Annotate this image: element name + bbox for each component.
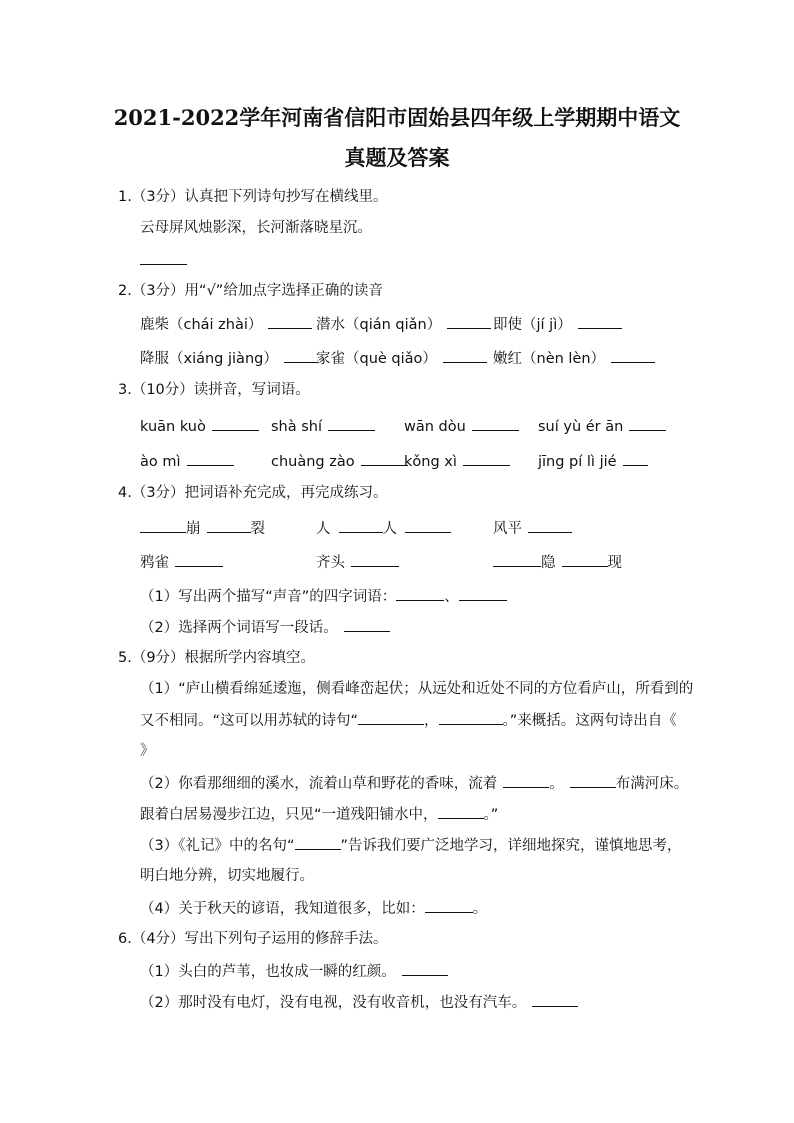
q2-item-label: 嫩红（nèn lèn）: [493, 351, 606, 367]
q2-item-label: 降服（xiáng jiàng）: [140, 351, 278, 367]
q4-sep: 、: [444, 589, 459, 605]
q4-blank[interactable]: [140, 518, 186, 533]
page-title-line2: 真题及答案: [344, 145, 450, 170]
q4-char: 现: [607, 555, 622, 571]
q5-p1-line1: （1）“庐山横看绵延逶迤，侧看峰峦起伏；从远处和近处不同的方位看庐山，所看到的: [140, 681, 694, 697]
q5-text: 布满河床。: [615, 776, 689, 792]
q3-pinyin: kǒng xì: [404, 454, 457, 470]
q4-blank[interactable]: [528, 518, 572, 533]
q5-text: （2）你看那细细的溪水，流着山草和野花的香味，流着: [140, 776, 498, 792]
page-title-line1: 2021-2022学年河南省信阳市固始县四年级上学期期中语文: [113, 105, 681, 130]
q3-item: [140, 451, 234, 472]
q2-item-jishi: [493, 314, 622, 335]
q2-blank[interactable]: [284, 348, 318, 363]
q3-blank[interactable]: [623, 451, 648, 466]
q2-item-xiangfu: [140, 348, 318, 369]
q4-char: 隐: [541, 555, 556, 571]
q3-item: [538, 416, 666, 437]
q6-text: （1）头白的芦苇，也妆成一瞬的红颜。: [140, 964, 396, 980]
q1-stem: 1.（3分）认真把下列诗句抄写在横线里。: [118, 189, 388, 205]
q5-p3-line1: [140, 835, 682, 856]
q5-text: 。”来概括。这两句诗出自《: [502, 713, 677, 729]
q4-sub1: [140, 586, 507, 607]
q3-pinyin: suí yù ér ān: [538, 419, 624, 435]
q3-blank[interactable]: [187, 451, 234, 466]
q6-stem: 6.（4分）写出下列句子运用的修辞手法。: [118, 931, 388, 947]
q5-blank[interactable]: [570, 773, 616, 788]
q3-blank[interactable]: [212, 416, 259, 431]
q3-stem: 3.（10分）读拼音，写词语。: [118, 382, 310, 398]
q3-blank[interactable]: [463, 451, 510, 466]
q4-blank[interactable]: [396, 586, 444, 601]
q3-blank[interactable]: [472, 416, 519, 431]
q4-char: 人: [382, 521, 397, 537]
q3-blank[interactable]: [629, 416, 666, 431]
q2-item-nenhong: [493, 348, 655, 369]
q5-text: 。”: [483, 807, 499, 823]
q2-blank[interactable]: [268, 314, 312, 329]
q4-idiom-ren-ren: [316, 518, 451, 539]
q3-item: [404, 451, 510, 472]
q5-p4: [140, 898, 487, 919]
q5-text: 。: [472, 901, 488, 917]
q4-char: 风平: [493, 521, 522, 537]
q3-item: [404, 416, 519, 437]
q5-stem: 5.（9分）根据所学内容填空。: [118, 650, 316, 666]
q4-char: 崩: [186, 521, 201, 537]
q4-idiom-yaque: [140, 552, 223, 573]
q5-text: 跟着白居易漫步江边，只见“一道残阳铺水中，: [140, 807, 438, 823]
q3-pinyin: chuàng zào: [271, 454, 355, 470]
q1-poem: 云母屏风烛影深，长河渐落晓星沉。: [140, 220, 372, 236]
q4-blank[interactable]: [562, 552, 608, 567]
q6-sentence1: [140, 961, 448, 982]
q4-blank[interactable]: [339, 518, 383, 533]
q3-blank[interactable]: [361, 451, 408, 466]
q2-blank[interactable]: [443, 348, 487, 363]
q2-item-qianshui: [316, 314, 491, 335]
q4-blank[interactable]: [175, 552, 223, 567]
q5-p3-line2: 明白地分辨，切实地履行。: [140, 868, 314, 884]
q5-text: ，: [424, 713, 439, 729]
q5-blank[interactable]: [439, 710, 503, 725]
q3-item: [271, 451, 408, 472]
q2-stem: 2.（3分）用“√”给加点字选择正确的读音: [118, 283, 383, 299]
q2-blank[interactable]: [447, 314, 491, 329]
q3-pinyin: kuān kuò: [140, 419, 206, 435]
q4-idiom-qitou: [316, 552, 399, 573]
q3-pinyin: wān dòu: [404, 419, 466, 435]
q3-item: [538, 451, 648, 472]
q6-blank[interactable]: [402, 961, 448, 976]
q4-sub2: [140, 617, 390, 638]
q2-blank[interactable]: [578, 314, 622, 329]
q5-p2-line2: [140, 804, 498, 825]
q3-pinyin: shà shí: [271, 419, 323, 435]
q4-idiom-fengping: [493, 518, 572, 539]
q3-blank[interactable]: [328, 416, 375, 431]
q5-text: （3）《礼记》中的名句“: [140, 838, 295, 854]
q5-blank[interactable]: [438, 804, 484, 819]
q3-pinyin: ào mì: [140, 454, 181, 470]
q4-char: 裂: [250, 521, 265, 537]
q2-item-label: 家雀（què qiǎo）: [316, 351, 437, 367]
q5-p1-line2: [140, 710, 677, 731]
q4-char: 鸦雀: [140, 555, 169, 571]
q4-idiom-beng-lie: [140, 518, 265, 539]
q4-sub1-text: （1）写出两个描写“声音”的四字词语：: [140, 589, 397, 605]
q5-p2-line1: [140, 773, 688, 794]
q4-stem: 4.（3分）把词语补充完成，再完成练习。: [118, 485, 388, 501]
q5-blank[interactable]: [503, 773, 549, 788]
q2-item-label: 即使（jí jì）: [493, 317, 572, 333]
q2-blank[interactable]: [611, 348, 655, 363]
q2-item-label: 鹿柴（chái zhài）: [140, 317, 263, 333]
q4-char: 人: [316, 521, 331, 537]
q5-blank[interactable]: [425, 898, 473, 913]
q4-blank[interactable]: [459, 586, 507, 601]
q5-text: 又不相同。“这可以用苏轼的诗句“: [140, 713, 359, 729]
q5-text: 。: [549, 776, 564, 792]
q4-blank[interactable]: [344, 617, 390, 632]
q4-sub2-text: （2）选择两个词语写一段话。: [140, 620, 338, 636]
q5-text: ”告诉我们要广泛地学习，详细地探究，谨慎地思考，: [340, 838, 682, 854]
q6-text: （2）那时没有电灯，没有电视，没有收音机，也没有汽车。: [140, 995, 527, 1011]
q2-item-luchai: [140, 314, 312, 335]
q4-idiom-yin-xian: [493, 552, 622, 573]
q1-answer-blank[interactable]: [140, 250, 187, 271]
q4-char: 齐头: [316, 555, 345, 571]
q5-blank[interactable]: [358, 710, 424, 725]
q2-item-jiaque: [316, 348, 487, 369]
q3-item: [140, 416, 259, 437]
q3-item: [271, 416, 375, 437]
q4-blank[interactable]: [405, 518, 451, 533]
q4-blank[interactable]: [493, 552, 541, 567]
q4-blank[interactable]: [351, 552, 399, 567]
q5-text: （4）关于秋天的谚语，我知道很多，比如：: [140, 901, 425, 917]
q6-sentence2: [140, 992, 578, 1013]
q2-item-label: 潜水（qián qiǎn）: [316, 317, 442, 333]
q6-blank[interactable]: [532, 992, 578, 1007]
q5-p1-line3: 》: [140, 743, 155, 759]
q3-pinyin: jīng pí lì jié: [538, 454, 617, 470]
q4-blank[interactable]: [207, 518, 251, 533]
q5-blank[interactable]: [295, 835, 341, 850]
